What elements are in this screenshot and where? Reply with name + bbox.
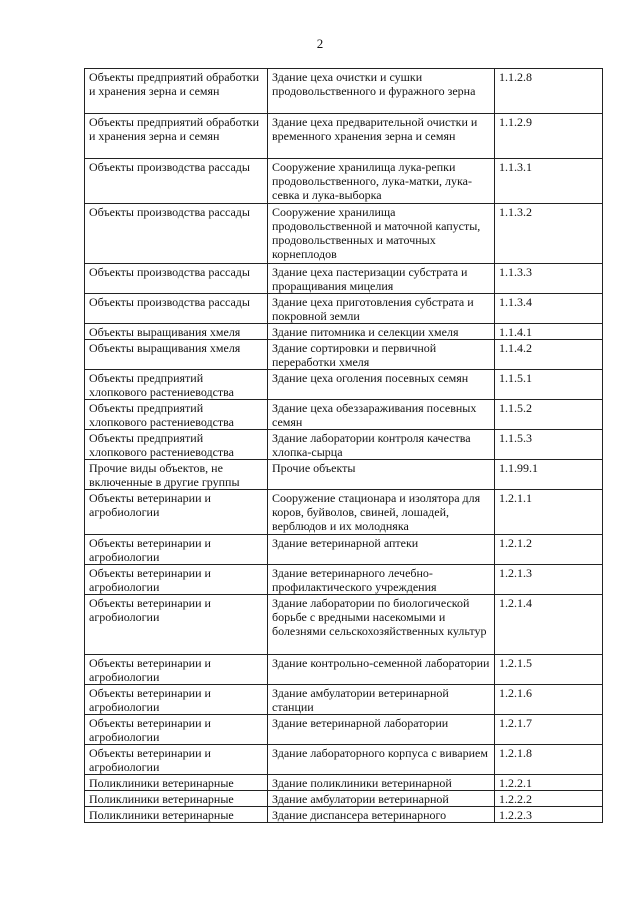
object-cell: Здание диспансера ветеринарного: [268, 807, 495, 823]
object-cell: Здание цеха пастеризации субстрата и проращивания мицелия: [268, 264, 495, 294]
category-cell: Объекты выращивания хмеля: [85, 340, 268, 370]
code-cell: 1.2.2.2: [495, 791, 603, 807]
table-row: [85, 400, 603, 430]
code-cell: 1.2.1.3: [495, 565, 603, 595]
category-cell: Объекты предприятий обработки и хранения зерна и семян: [85, 69, 268, 114]
code-cell: 1.2.1.6: [495, 685, 603, 715]
category-cell: Объекты ветеринарии и агробиологии: [85, 595, 268, 655]
code-cell: 1.1.4.2: [495, 340, 603, 370]
object-cell: Здание цеха приготовления субстрата и покровной земли: [268, 294, 495, 324]
object-cell: Здание цеха оголения посевных семян: [268, 370, 495, 400]
category-cell: Объекты ветеринарии и агробиологии: [85, 685, 268, 715]
category-cell: Объекты выращивания хмеля: [85, 324, 268, 340]
object-cell: Здание поликлиники ветеринарной: [268, 775, 495, 791]
object-cell: Здание лаборатории по биологической борьбе с вредными насекомыми и болезнями сельскохозяйственных культур: [268, 595, 495, 655]
code-cell: 1.1.3.2: [495, 204, 603, 264]
object-cell: Здание цеха очистки и сушки продовольственного и фуражного зерна: [268, 69, 495, 114]
code-cell: 1.1.2.9: [495, 114, 603, 159]
category-cell: Поликлиники ветеринарные: [85, 791, 268, 807]
table-row: [85, 807, 603, 823]
category-cell: Поликлиники ветеринарные: [85, 775, 268, 791]
code-cell: 1.2.1.2: [495, 535, 603, 565]
object-cell: Здание цеха обеззараживания посевных семян: [268, 400, 495, 430]
category-cell: Объекты ветеринарии и агробиологии: [85, 655, 268, 685]
object-cell: Здание ветеринарного лечебно-профилактического учреждения: [268, 565, 495, 595]
code-cell: 1.2.1.5: [495, 655, 603, 685]
category-cell: Объекты ветеринарии и агробиологии: [85, 565, 268, 595]
code-cell: 1.1.5.1: [495, 370, 603, 400]
code-cell: 1.1.5.3: [495, 430, 603, 460]
table-row: [85, 460, 603, 490]
category-cell: Прочие виды объектов, не включенные в другие группы: [85, 460, 268, 490]
code-cell: 1.1.3.3: [495, 264, 603, 294]
object-cell: Сооружение хранилища лука-репки продовольственного, лука-матки, лука-севка и лука-выборка: [268, 159, 495, 204]
code-cell: 1.2.1.7: [495, 715, 603, 745]
table-row: [85, 69, 603, 114]
object-cell: Здание ветеринарной лаборатории: [268, 715, 495, 745]
object-cell: Сооружение стационара и изолятора для коров, буйволов, свиней, лошадей, верблюдов и их молодняка: [268, 490, 495, 535]
page-number: 2: [316, 36, 324, 51]
table-row: [85, 159, 603, 204]
code-cell: 1.2.2.1: [495, 775, 603, 791]
object-cell: Здание лаборатории контроля качества хлопка-сырца: [268, 430, 495, 460]
table-row: [85, 370, 603, 400]
category-cell: Объекты предприятий обработки и хранения зерна и семян: [85, 114, 268, 159]
category-cell: Объекты производства рассады: [85, 159, 268, 204]
category-cell: Объекты производства рассады: [85, 204, 268, 264]
code-cell: 1.1.99.1: [495, 460, 603, 490]
category-cell: Объекты ветеринарии и агробиологии: [85, 745, 268, 775]
category-cell: Объекты предприятий хлопкового растениеводства: [85, 430, 268, 460]
table-row: [85, 565, 603, 595]
object-cell: Здание сортировки и первичной переработки хмеля: [268, 340, 495, 370]
category-cell: Объекты производства рассады: [85, 294, 268, 324]
code-cell: 1.1.3.4: [495, 294, 603, 324]
object-cell: Здание цеха предварительной очистки и временного хранения зерна и семян: [268, 114, 495, 159]
object-cell: Здание амбулатории ветеринарной: [268, 791, 495, 807]
table-row: [85, 791, 603, 807]
code-cell: 1.2.1.1: [495, 490, 603, 535]
object-cell: Здание амбулатории ветеринарной станции: [268, 685, 495, 715]
table-row: [85, 655, 603, 685]
table-row: [85, 430, 603, 460]
object-cell: Здание лабораторного корпуса с виварием: [268, 745, 495, 775]
code-cell: 1.1.3.1: [495, 159, 603, 204]
object-cell: Прочие объекты: [268, 460, 495, 490]
category-cell: Объекты предприятий хлопкового растениеводства: [85, 400, 268, 430]
table-row: [85, 264, 603, 294]
table-row: [85, 490, 603, 535]
code-cell: 1.2.1.4: [495, 595, 603, 655]
object-cell: Здание питомника и селекции хмеля: [268, 324, 495, 340]
code-cell: 1.1.4.1: [495, 324, 603, 340]
table-row: [85, 204, 603, 264]
table-row: [85, 340, 603, 370]
object-cell: Здание ветеринарной аптеки: [268, 535, 495, 565]
category-cell: Объекты ветеринарии и агробиологии: [85, 535, 268, 565]
table-row: [85, 595, 603, 655]
category-cell: Поликлиники ветеринарные: [85, 807, 268, 823]
object-cell: Здание контрольно-семенной лаборатории: [268, 655, 495, 685]
category-cell: Объекты производства рассады: [85, 264, 268, 294]
code-cell: 1.2.1.8: [495, 745, 603, 775]
table-row: [85, 324, 603, 340]
category-cell: Объекты ветеринарии и агробиологии: [85, 715, 268, 745]
table-row: [85, 294, 603, 324]
table-row: [85, 685, 603, 715]
object-cell: Сооружение хранилища продовольственной и маточной капусты, продовольственных и маточных корнеплодов: [268, 204, 495, 264]
table-row: [85, 715, 603, 745]
table-row: [85, 745, 603, 775]
table-body: [85, 69, 603, 823]
code-cell: 1.1.2.8: [495, 69, 603, 114]
code-cell: 1.2.2.3: [495, 807, 603, 823]
category-cell: Объекты предприятий хлопкового растениеводства: [85, 370, 268, 400]
code-cell: 1.1.5.2: [495, 400, 603, 430]
table-row: [85, 114, 603, 159]
category-cell: Объекты ветеринарии и агробиологии: [85, 490, 268, 535]
object-classification-table: [84, 68, 603, 823]
table-row: [85, 535, 603, 565]
table-row: [85, 775, 603, 791]
